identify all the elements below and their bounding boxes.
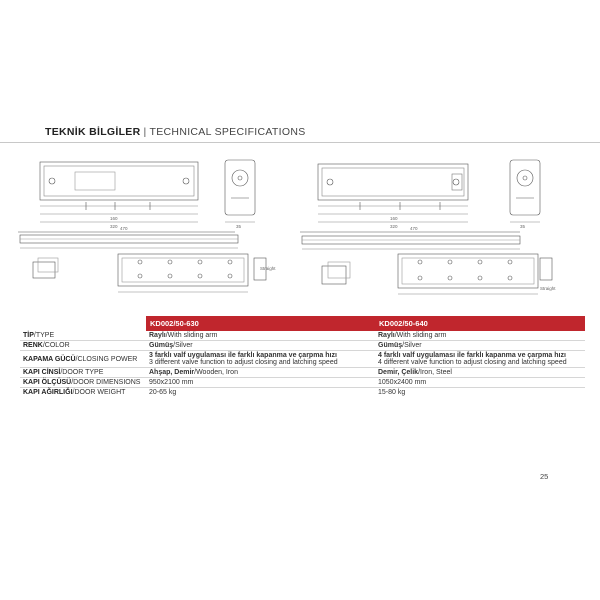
right-closer-side-view — [510, 160, 540, 222]
row-value-1: 3 farklı valf uygulaması ile farklı kapanma ve çarpma hızı 3 different valve function to adjust closing and latching speed — [146, 351, 375, 368]
row-value-2: 1050x2400 mm — [375, 378, 585, 388]
dim-label: 35 — [236, 224, 242, 229]
row-value-2: Gümüş/Silver — [375, 341, 585, 351]
row-label: KAPI CİNSİ/DOOR TYPE — [20, 368, 146, 378]
model-header-1: KD002/50-630 — [146, 316, 375, 331]
row-value-2: 15-80 kg — [378, 389, 406, 396]
dim-label: 320 — [110, 224, 118, 229]
row-value-1: 20-65 kg — [149, 389, 177, 396]
dim-label: 470 — [410, 226, 418, 231]
dim-label: 160 — [110, 216, 118, 221]
title-turkish: TEKNİK BİLGİLER — [45, 126, 141, 138]
dim-label: Straight — [540, 286, 556, 291]
title-english: TECHNICAL SPECIFICATIONS — [149, 126, 306, 138]
title-separator: | — [143, 126, 147, 138]
row-label: KAPI AĞIRLIĞI/DOOR WEIGHT — [23, 389, 126, 396]
dim-label: 470 — [120, 226, 128, 231]
model-header-2: KD002/50-640 — [375, 316, 585, 331]
table-row — [20, 368, 585, 378]
page-number: 25 — [540, 472, 549, 481]
left-rail-view — [18, 232, 266, 292]
right-closer-top-view — [318, 164, 468, 222]
page-title — [45, 126, 306, 138]
table-header-row — [20, 316, 585, 331]
row-value-1: 950x2100 mm — [146, 378, 375, 388]
row-label: KAPI ÖLÇÜSÜ/DOOR DIMENSIONS — [20, 378, 146, 388]
row-label: KAPAMA GÜCÜ/CLOSING POWER — [20, 351, 146, 368]
technical-drawings — [0, 150, 600, 310]
table-row — [20, 331, 585, 341]
header-blank-cell — [20, 316, 146, 331]
table-row — [20, 341, 585, 351]
dim-label: 320 — [390, 224, 398, 229]
right-rail-view — [300, 232, 552, 294]
row-value-1: Ahşap, Demir/Wooden, Iron — [146, 368, 375, 378]
row-value-1: Raylı/With sliding arm — [146, 331, 375, 341]
left-closer-side-view — [225, 160, 255, 222]
row-label: TİP/TYPE — [20, 331, 146, 341]
table-row — [20, 351, 585, 368]
left-closer-top-view — [40, 162, 198, 222]
table-row — [20, 378, 585, 388]
row-value-2: Raylı/With sliding arm — [375, 331, 585, 341]
row-value-2: Demir, Çelik/Iron, Steel — [375, 368, 585, 378]
dim-label: 35 — [520, 224, 526, 229]
row-value-2: 4 farklı valf uygulaması ile farklı kapanma ve çarpma hızı 4 different valve function to adjust closing and latching speed — [375, 351, 585, 368]
dim-label: 160 — [390, 216, 398, 221]
title-divider — [0, 142, 600, 143]
row-label: RENK/COLOR — [20, 341, 146, 351]
dim-label: Straight — [260, 266, 276, 271]
table-row — [20, 388, 585, 398]
spec-table — [20, 316, 585, 397]
row-value-1: Gümüş/Silver — [146, 341, 375, 351]
